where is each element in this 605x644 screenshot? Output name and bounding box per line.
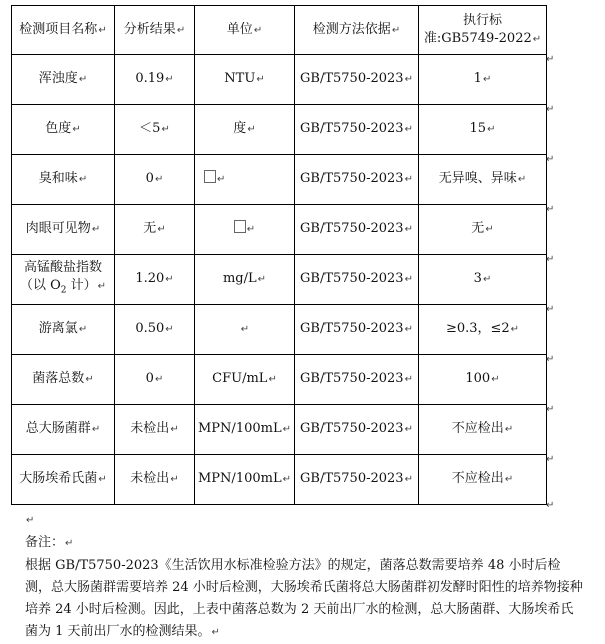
cell-standard: 无↵ (419, 205, 547, 255)
notes-section: ↵ 备注：↵ 根据 GB/T5750-2023《生活饮用水标准检验方法》的规定，菌落总数需要培养 48 小时后检测，总大肠菌群需要培养 24 小时后检测，大肠埃希氏菌将总大肠菌群初发酵时阳性的培养物接种培养 24 小时后检测。因此，上表中菌落总数为 2 天前出厂水的检测，总大肠菌群、大肠埃希氏菌为 1 天前出厂水的检测结果。↵ (25, 509, 585, 644)
cell-standard: ≥0.3，≤2↵ (419, 305, 547, 355)
table-row (12, 155, 547, 205)
cell-method: GB/T5750-2023↵ (295, 155, 419, 205)
cell-unit: CFU/mL↵ (195, 355, 295, 405)
cell-result: 0↵ (115, 155, 195, 205)
cell-result: 0.19↵ (115, 55, 195, 105)
row-end-mark: ↵ (546, 204, 555, 215)
cell-result: 1.20↵ (115, 255, 195, 305)
cell-item: 肉眼可见物↵ (12, 205, 115, 255)
table-row (12, 405, 547, 455)
table-header-row (12, 6, 547, 55)
header-standard: 执行标 准:GB5749-2022↵ (419, 6, 547, 55)
header-method: 检测方法依据↵ (295, 6, 419, 55)
cell-standard: 不应检出↵ (419, 405, 547, 455)
table-row (12, 255, 547, 305)
table-row (12, 455, 547, 505)
cell-unit: MPN/100mL↵ (195, 455, 295, 505)
cell-item: 总大肠菌群↵ (12, 405, 115, 455)
cell-result: ＜5↵ (115, 105, 195, 155)
placeholder-box-icon (204, 170, 216, 183)
cell-unit: ↵ (195, 155, 295, 205)
cell-item: 臭和味↵ (12, 155, 115, 205)
cell-unit: 度↵ (195, 105, 295, 155)
cell-standard: 不应检出↵ (419, 455, 547, 505)
cell-item: 菌落总数↵ (12, 355, 115, 405)
cell-unit: ↵ (195, 205, 295, 255)
cell-unit: ↵ (195, 305, 295, 355)
row-end-mark: ↵ (546, 500, 555, 511)
notes-label: 备注：↵ (25, 535, 74, 550)
table-row (12, 205, 547, 255)
placeholder-box-icon (234, 220, 246, 233)
cell-item: 浑浊度↵ (12, 55, 115, 105)
cell-standard: 无异嗅、异味↵ (419, 155, 547, 205)
cell-method: GB/T5750-2023↵ (295, 455, 419, 505)
cell-item: 游离氯↵ (12, 305, 115, 355)
cell-result: 未检出↵ (115, 405, 195, 455)
cell-result: 未检出↵ (115, 455, 195, 505)
row-end-mark: ↵ (546, 354, 555, 365)
row-end-mark: ↵ (546, 304, 555, 315)
cell-method: GB/T5750-2023↵ (295, 205, 419, 255)
cell-unit: MPN/100mL↵ (195, 405, 295, 455)
cell-standard: 3↵ (419, 255, 547, 305)
cell-method: GB/T5750-2023↵ (295, 355, 419, 405)
cell-result: 0↵ (115, 355, 195, 405)
table-row (12, 355, 547, 405)
table-row (12, 55, 547, 105)
row-end-mark: ↵ (546, 104, 555, 115)
cell-unit: mg/L↵ (195, 255, 295, 305)
cell-method: GB/T5750-2023↵ (295, 255, 419, 305)
header-item: 检测项目名称↵ (12, 6, 115, 55)
cell-standard: 15↵ (419, 105, 547, 155)
header-unit: 单位↵ (195, 6, 295, 55)
row-end-mark: ↵ (546, 404, 555, 415)
cell-method: GB/T5750-2023↵ (295, 305, 419, 355)
cell-unit: NTU↵ (195, 55, 295, 105)
row-end-mark: ↵ (546, 454, 555, 465)
row-end-mark: ↵ (546, 254, 555, 265)
row-end-mark: ↵ (546, 54, 555, 65)
cell-method: GB/T5750-2023↵ (295, 405, 419, 455)
table-row (12, 105, 547, 155)
cell-item: 大肠埃希氏菌↵ (12, 455, 115, 505)
row-end-mark: ↵ (546, 154, 555, 165)
cell-method: GB/T5750-2023↵ (295, 105, 419, 155)
cell-standard: 100↵ (419, 355, 547, 405)
cell-result: 无↵ (115, 205, 195, 255)
header-result: 分析结果↵ (115, 6, 195, 55)
cell-item: 高锰酸盐指数 （以 $O_2$ 计）↵ (12, 255, 115, 305)
cell-result: 0.50↵ (115, 305, 195, 355)
cell-method: GB/T5750-2023↵ (295, 55, 419, 105)
table-row (12, 305, 547, 355)
results-table (11, 5, 547, 505)
cell-standard: 1↵ (419, 55, 547, 105)
cell-item: 色度↵ (12, 105, 115, 155)
notes-body: 根据 GB/T5750-2023《生活饮用水标准检验方法》的规定，菌落总数需要培养 48 小时后检测，总大肠菌群需要培养 24 小时后检测，大肠埃希氏菌将总大肠菌群初发酵时阳性的培养物接种培养 24 小时后检测。因此，上表中菌落总数为 2 天前出厂水的检测，总大肠菌群、大肠埃希氏菌为 1 天前出厂水的检测结果。↵ (25, 558, 583, 639)
